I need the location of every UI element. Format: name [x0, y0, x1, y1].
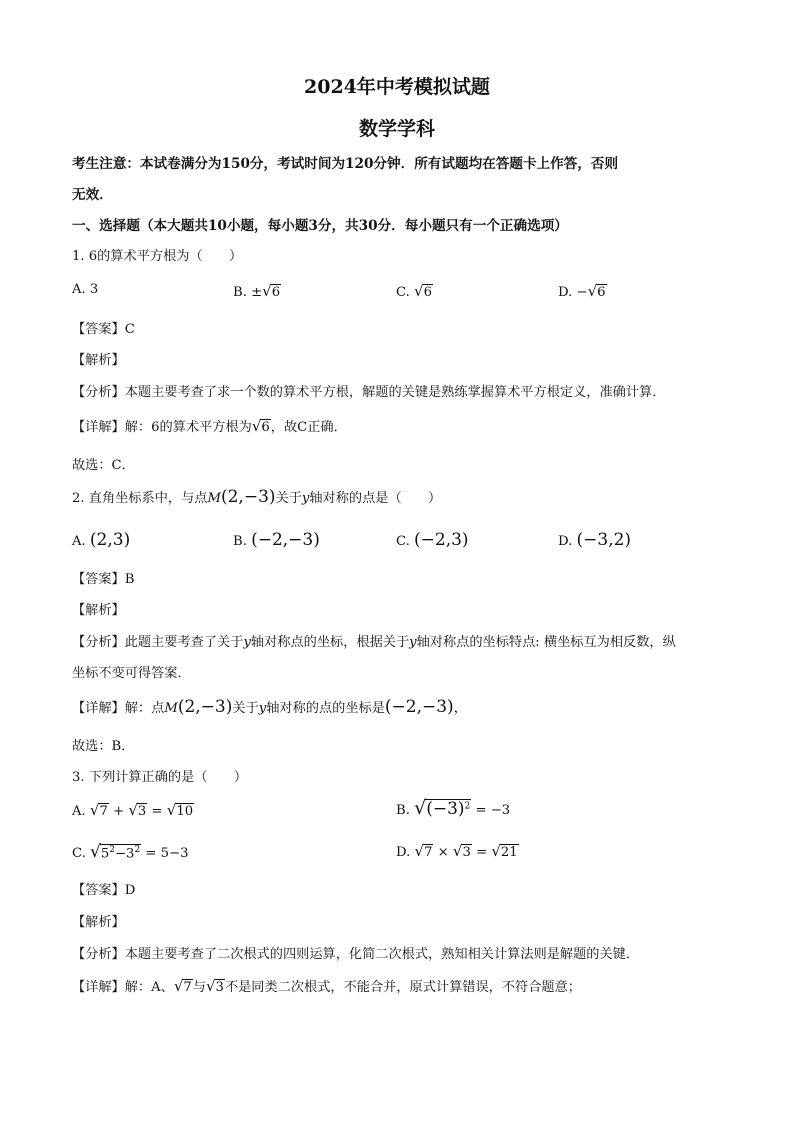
option-value: (−2,3): [414, 530, 469, 550]
sqrt-3: √3: [128, 801, 147, 819]
q3-stem: 3. 下列计算正确的是（ ）: [72, 770, 248, 785]
base-3: 3: [126, 846, 135, 861]
sqrt-6: √6: [587, 282, 606, 300]
times-sign: ×: [437, 845, 449, 860]
answer-tag: 【答案】: [72, 322, 125, 337]
exponent: 2: [134, 844, 141, 855]
var-y: y: [258, 701, 267, 716]
q1-option-b: [233, 282, 281, 300]
option-label: A.: [72, 282, 90, 297]
option-value: (−3,2): [576, 530, 632, 550]
xiangjie-text: 解：A、: [124, 980, 174, 995]
page-title: 2024年中考模拟试题: [304, 76, 490, 98]
sqrt-3: √3: [452, 842, 471, 860]
xiangjie-tag: 【详解】: [72, 980, 125, 995]
q2-answer: [72, 568, 134, 587]
q3-option-d: [396, 842, 519, 860]
radicand: 7: [424, 845, 433, 860]
option-label: D.: [558, 285, 577, 300]
stem-text: 2. 直角坐标系中，与点: [72, 491, 208, 506]
q3-answer: [72, 879, 135, 898]
radicand: 10: [176, 804, 194, 819]
sqrt-6: √6: [251, 417, 270, 435]
sqrt-6: √6: [262, 282, 281, 300]
q1-analysis-tag: 【解析】: [72, 353, 125, 368]
q3-option-c: [72, 842, 188, 862]
option-label: A.: [72, 804, 90, 819]
result-point: (−2,−3): [384, 697, 454, 717]
q2-analysis-tag: 【解析】: [72, 603, 125, 618]
notice-line-1: 考生注意：本试卷满分为150分，考试时间为120分钟．所有试题均在答题卡上作答，否则: [72, 156, 619, 172]
exponent: 2: [464, 801, 471, 812]
equals-sign: =: [145, 846, 157, 861]
equals-sign: =: [475, 803, 487, 818]
result-value: 5−3: [160, 846, 189, 861]
q3-option-a: [72, 801, 194, 819]
base-5: 5: [100, 846, 110, 861]
xiangjie-text: 关于: [232, 701, 259, 716]
fenxi-tag: 【分析】: [72, 947, 125, 962]
result-value: −3: [490, 803, 511, 818]
radicand: 7: [99, 804, 108, 819]
answer-value: B: [124, 572, 135, 587]
sqrt-neg3-squared: $√(-3)^2$: [414, 797, 471, 819]
sqrt-7: √7: [89, 801, 108, 819]
xiangjie-text: ，: [453, 701, 467, 716]
option-label: C.: [396, 534, 415, 549]
q2-fenxi-line-2: 坐标不变可得答案．: [72, 666, 191, 681]
page-subtitle: 数学学科: [358, 118, 435, 140]
q1-xiangjie: [72, 416, 347, 435]
fenxi-text: 本题主要考查了求一个数的算术平方根，解题的关键是熟练掌握算术平方根定义，准确计算．: [124, 385, 666, 400]
q2-option-d: [558, 530, 631, 550]
fenxi-text: 本题主要考查了二次根式的四则运算，化简二次根式，熟知相关计算法则是解题的关键．: [124, 947, 640, 962]
point-m: (2,−3): [177, 697, 233, 717]
xiangjie-tag: 【详解】: [72, 420, 125, 435]
var-y: y: [243, 635, 251, 650]
radicand: 7: [183, 980, 192, 995]
option-value: (2,3): [89, 530, 131, 550]
point-m: (2,−3): [220, 487, 276, 507]
radicand: 6: [597, 285, 606, 300]
sqrt-6: √6: [414, 282, 432, 300]
q3-analysis-tag: 【解析】: [72, 915, 125, 930]
q2-option-c: [396, 530, 469, 550]
section-heading-choice: 一、选择题（本大题共10小题，每小题3分，共30分．每小题只有一个正确选项）: [72, 218, 568, 234]
xiangjie-text: 与: [192, 980, 206, 995]
answer-value: D: [124, 883, 136, 898]
q1-option-d: [558, 282, 607, 300]
minus-sign: −: [114, 846, 127, 861]
fenxi-text: 轴对称点的坐标，根据关于: [250, 635, 410, 650]
fenxi-text: 轴对称点的坐标特点: 横坐标互为相反数，纵: [416, 635, 676, 650]
radicand: 6: [261, 420, 270, 435]
option-label: B.: [233, 534, 252, 549]
radicand: 3: [137, 804, 147, 819]
q2-stem: [72, 487, 441, 507]
sqrt-3: √3: [205, 977, 224, 995]
fenxi-tag: 【分析】: [72, 635, 125, 650]
q3-fenxi: [72, 943, 639, 962]
option-label: A.: [72, 534, 90, 549]
radicand: [425, 799, 471, 820]
fenxi-tag: 【分析】: [72, 385, 125, 400]
xiangjie-text: 解：6的算术平方根为: [124, 420, 252, 435]
var-m: M: [164, 701, 178, 716]
option-label: D.: [558, 534, 577, 549]
radicand: 21: [500, 845, 518, 860]
q3-option-b: [396, 797, 510, 820]
xiangjie-text: 不是同类二次根式，不能合并，原式计算错误，不符合题意；: [224, 980, 581, 995]
radicand: 6: [271, 285, 281, 300]
q1-answer: [72, 318, 135, 337]
q2-option-a: [72, 530, 130, 550]
var-y: y: [301, 491, 310, 506]
option-value: (−2,−3): [251, 530, 320, 550]
minus-sign: −: [576, 285, 588, 300]
radicand: 3: [462, 845, 471, 860]
plus-minus-sign: ±: [251, 285, 263, 300]
plus-sign: +: [113, 804, 125, 819]
fenxi-text: 此题主要考查了关于: [124, 635, 244, 650]
sqrt-7: √7: [173, 977, 192, 995]
q1-option-a: [72, 282, 98, 297]
var-m: M: [207, 491, 221, 506]
option-label: C.: [396, 285, 415, 300]
option-value: 3: [89, 282, 99, 297]
radicand-base: (−3): [426, 799, 465, 819]
q1-fenxi: [72, 381, 665, 400]
sqrt-7: √7: [414, 842, 433, 860]
stem-text: 轴对称的点是（ ）: [309, 491, 442, 506]
q1-stem: 1. 6的算术平方根为（ ）: [72, 249, 243, 264]
var-y: y: [409, 635, 417, 650]
option-label: C.: [72, 846, 91, 861]
answer-tag: 【答案】: [72, 883, 125, 898]
q2-choose: 故选：B．: [72, 739, 135, 754]
xiangjie-text: ，故C正确．: [270, 420, 347, 435]
q2-xiangjie: [72, 697, 467, 717]
equals-sign: =: [476, 845, 488, 860]
xiangjie-text: 解：点: [124, 701, 165, 716]
xiangjie-text: 轴对称的点的坐标是: [266, 701, 385, 716]
option-label: B.: [233, 285, 252, 300]
q2-fenxi: [72, 631, 676, 650]
sqrt-21: √21: [491, 842, 518, 860]
option-label: D.: [396, 845, 415, 860]
sqrt-10: √10: [166, 801, 194, 819]
radicand: 6: [423, 285, 432, 300]
sqrt-5sq-minus-3sq: $√5^2-3^2$: [90, 842, 141, 862]
q1-option-c: [396, 282, 433, 300]
radicand: 3: [215, 980, 224, 995]
radicand: [100, 844, 141, 862]
answer-value: C: [124, 322, 135, 337]
q2-option-b: [233, 530, 320, 550]
equals-sign: =: [151, 804, 163, 819]
exponent: 2: [109, 844, 115, 855]
q3-xiangjie: [72, 976, 581, 995]
answer-tag: 【答案】: [72, 572, 125, 587]
q1-choose: 故选：C．: [72, 458, 135, 473]
stem-text: 关于: [275, 491, 302, 506]
xiangjie-tag: 【详解】: [72, 701, 125, 716]
notice-line-2: 无效．: [72, 187, 113, 203]
option-label: B.: [396, 803, 415, 818]
